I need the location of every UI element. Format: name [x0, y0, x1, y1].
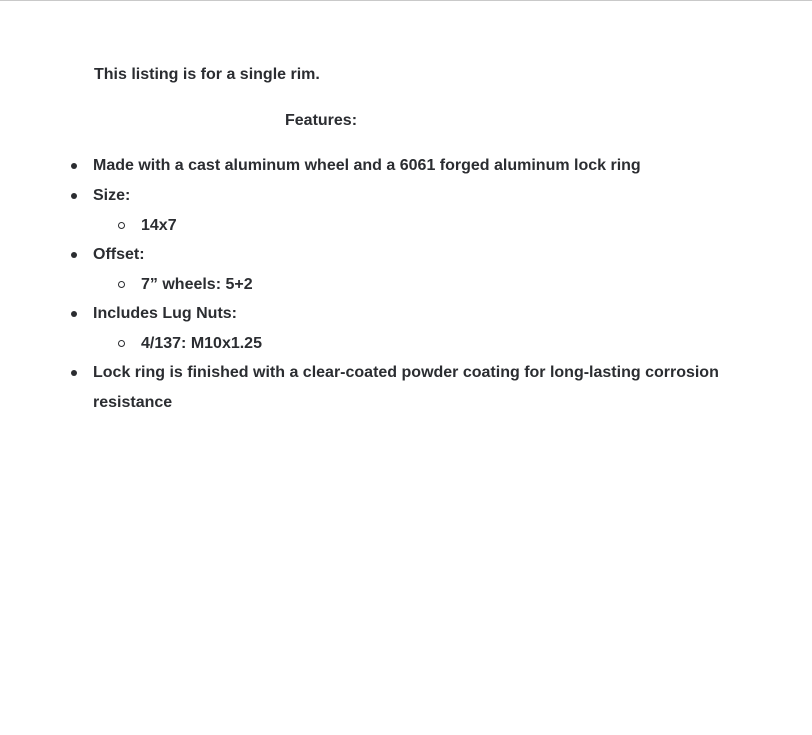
hollow-bullet-icon — [118, 340, 125, 347]
feature-list — [93, 151, 753, 418]
sub-item-offset — [93, 270, 753, 299]
hollow-bullet-icon — [118, 222, 125, 229]
lug-nuts-sub-list — [93, 329, 753, 358]
sub-item-text: 14x7 — [141, 217, 177, 234]
feature-item-offset — [93, 240, 753, 299]
listing-intro: This listing is for a single rim. — [94, 66, 320, 83]
size-sub-list — [93, 211, 753, 240]
bullet-icon — [71, 163, 77, 169]
bullet-icon — [71, 370, 77, 376]
offset-sub-list — [93, 270, 753, 299]
sub-item-text: 7” wheels: 5+2 — [141, 276, 253, 293]
feature-text: Offset: — [93, 246, 145, 263]
feature-item-lug-nuts — [93, 299, 753, 358]
bullet-icon — [71, 193, 77, 199]
bullet-icon — [71, 252, 77, 258]
feature-text: Size: — [93, 187, 131, 204]
top-divider — [0, 0, 812, 1]
sub-item-size — [93, 211, 753, 240]
feature-text: Lock ring is finished with a clear-coated powder coating for long-lasting corrosion resistance — [93, 364, 719, 411]
sub-item-text: 4/137: M10x1.25 — [141, 335, 262, 352]
bullet-icon — [71, 311, 77, 317]
sub-item-lug-nuts — [93, 329, 753, 358]
feature-item-finish — [93, 358, 753, 418]
features-heading: Features: — [285, 112, 358, 129]
feature-item-material — [93, 151, 753, 181]
hollow-bullet-icon — [118, 281, 125, 288]
feature-item-size — [93, 181, 753, 240]
feature-text: Made with a cast aluminum wheel and a 6061 forged aluminum lock ring — [93, 157, 641, 174]
feature-text: Includes Lug Nuts: — [93, 305, 237, 322]
